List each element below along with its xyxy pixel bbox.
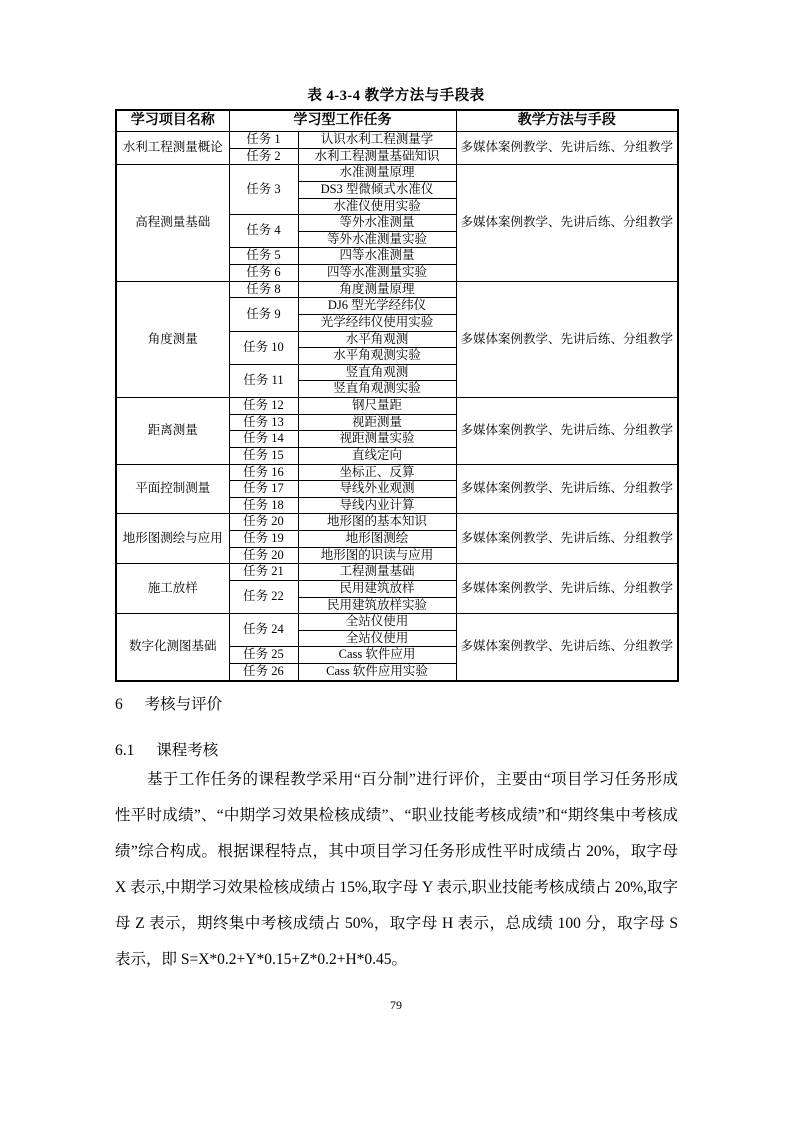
task-item-cell: 角度测量原理 [298,281,456,298]
table-row [116,614,678,631]
task-cell: 任务 26 [229,664,298,681]
task-item-cell: Cass 软件应用实验 [298,664,456,681]
task-item-cell: DS3 型微倾式水准仪 [298,181,456,198]
task-cell: 任务 6 [229,265,298,282]
task-item-cell: 视距测量实验 [298,431,456,448]
methods-cell: 多媒体案例教学、先讲后练、分组教学 [456,564,678,614]
task-item-cell: 等外水准测量实验 [298,231,456,248]
table-row [116,564,678,581]
task-item-cell: 导线外业观测 [298,481,456,498]
heading-title: 考核与评价 [144,696,223,713]
task-item-cell: 水平角观测实验 [298,348,456,365]
task-item-cell: 钢尺量距 [298,398,456,415]
task-item-cell: 四等水准测量实验 [298,265,456,282]
task-cell: 任务 20 [229,514,298,531]
project-cell: 水利工程测量概论 [116,132,229,165]
task-cell: 任务 17 [229,481,298,498]
task-cell: 任务 16 [229,464,298,481]
task-cell: 任务 5 [229,248,298,265]
project-cell: 角度测量 [116,281,229,397]
methods-cell: 多媒体案例教学、先讲后练、分组教学 [456,281,678,397]
task-cell: 任务 12 [229,398,298,415]
table-row [116,165,678,182]
task-cell: 任务 4 [229,215,298,248]
heading-title: 课程考核 [156,742,219,759]
methods-cell: 多媒体案例教学、先讲后练、分组教学 [456,398,678,465]
task-item-cell: 水利工程测量基础知识 [298,148,456,165]
task-item-cell: 等外水准测量 [298,215,456,232]
task-cell: 任务 21 [229,564,298,581]
task-item-cell: 水平角观测 [298,331,456,348]
table-header-row [116,110,678,132]
header-project: 学习项目名称 [116,110,229,132]
section-heading-assessment [115,692,222,714]
task-cell: 任务 2 [229,148,298,165]
task-item-cell: 民用建筑放样实验 [298,597,456,614]
methods-cell: 多媒体案例教学、先讲后练、分组教学 [456,614,678,681]
task-item-cell: Cass 软件应用 [298,647,456,664]
task-item-cell: 水准仪使用实验 [298,198,456,215]
heading-number: 6 [115,696,123,713]
task-cell: 任务 10 [229,331,298,364]
task-cell: 任务 14 [229,431,298,448]
project-cell: 数字化测图基础 [116,614,229,681]
project-cell: 施工放样 [116,564,229,614]
task-cell: 任务 3 [229,165,298,215]
task-item-cell: 坐标正、反算 [298,464,456,481]
task-item-cell: 全站仪使用 [298,630,456,647]
task-cell: 任务 25 [229,647,298,664]
table-row [116,281,678,298]
task-cell: 任务 20 [229,547,298,564]
table-caption: 表 4-3-4 教学方法与手段表 [307,88,485,104]
task-cell: 任务 18 [229,497,298,514]
assessment-paragraph: 基于工作任务的课程教学采用“百分制”进行评价，主要由“项目学习任务形成性平时成绩”、“中期学习效果检核成绩”、“职业技能考核成绩”和“期终集中考核成绩”综合构成。根据课程特点，其中项目学习任务形成性平时成绩占 20%，取字母 X 表示,中期学习效果检核成绩占 15%,取字母 Y 表示,职业技能考核成绩占 20%,取字母 Z 表示，期终集中考核成绩占 50%，取字母 H 表示，总成绩 100 分，取字母 S 表示，即 S=X*0.2+Y*0.15+Z*0.2+H*0.45。 [115,771,679,968]
task-item-cell: 光学经纬仪使用实验 [298,314,456,331]
methods-cell: 多媒体案例教学、先讲后练、分组教学 [456,165,678,281]
table-body [116,132,678,681]
task-cell: 任务 22 [229,580,298,613]
methods-cell: 多媒体案例教学、先讲后练、分组教学 [456,132,678,165]
task-item-cell: 导线内业计算 [298,497,456,514]
task-item-cell: 地形图的识读与应用 [298,547,456,564]
task-cell: 任务 11 [229,364,298,397]
methods-cell: 多媒体案例教学、先讲后练、分组教学 [456,514,678,564]
task-item-cell: 地形图的基本知识 [298,514,456,531]
project-cell: 平面控制测量 [116,464,229,514]
table-row [116,132,678,149]
task-item-cell: 竖直角观测 [298,364,456,381]
task-item-cell: 四等水准测量 [298,248,456,265]
header-methods: 教学方法与手段 [456,110,678,132]
project-cell: 距离测量 [116,398,229,465]
task-item-cell: DJ6 型光学经纬仪 [298,298,456,315]
methods-cell: 多媒体案例教学、先讲后练、分组教学 [456,464,678,514]
page-number: 79 [390,998,402,1012]
project-cell: 高程测量基础 [116,165,229,281]
task-cell: 任务 8 [229,281,298,298]
header-tasks: 学习型工作任务 [229,110,456,132]
task-cell: 任务 9 [229,298,298,331]
task-item-cell: 认识水利工程测量学 [298,132,456,149]
task-item-cell: 全站仪使用 [298,614,456,631]
task-item-cell: 直线定向 [298,447,456,464]
task-cell: 任务 19 [229,531,298,548]
table-row [116,398,678,415]
subsection-heading-course-assessment [115,738,218,760]
task-item-cell: 地形图测绘 [298,531,456,548]
task-item-cell: 水准测量原理 [298,165,456,182]
table-row [116,464,678,481]
heading-number: 6.1 [115,742,135,759]
task-cell: 任务 1 [229,132,298,149]
task-cell: 任务 15 [229,447,298,464]
task-cell: 任务 24 [229,614,298,647]
task-item-cell: 民用建筑放样 [298,580,456,597]
task-cell: 任务 13 [229,414,298,431]
table-row [116,514,678,531]
task-item-cell: 工程测量基础 [298,564,456,581]
task-item-cell: 视距测量 [298,414,456,431]
task-item-cell: 竖直角观测实验 [298,381,456,398]
project-cell: 地形图测绘与应用 [116,514,229,564]
teaching-methods-table [115,109,679,682]
